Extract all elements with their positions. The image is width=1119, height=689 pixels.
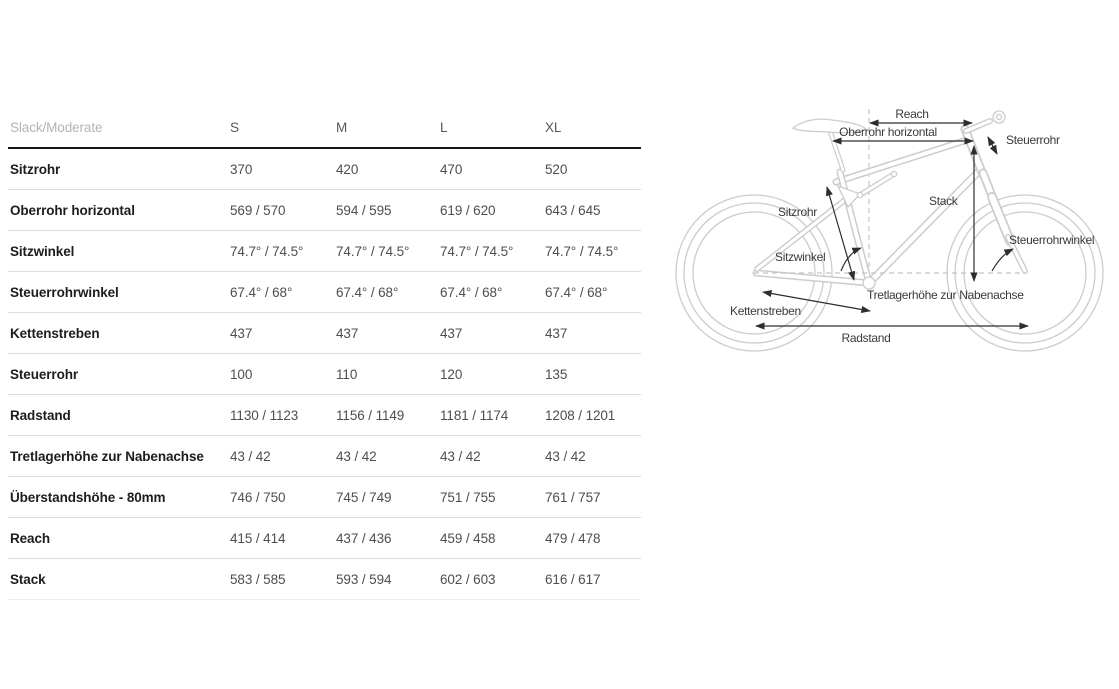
cell-m: 745 / 749 — [336, 489, 392, 505]
bike-geometry-diagram — [670, 95, 1119, 395]
column-header-l: L — [440, 120, 448, 135]
cell-m: 437 / 436 — [336, 530, 392, 546]
cell-xl: 520 — [545, 161, 568, 177]
steuerrohr-label: Steuerrohr — [1006, 133, 1060, 147]
table-row — [8, 313, 641, 354]
cell-m: 437 — [336, 325, 359, 341]
table-header-row — [8, 108, 641, 149]
cell-m: 67.4° / 68° — [336, 284, 399, 300]
cell-s: 370 — [230, 161, 253, 177]
cell-xl: 761 / 757 — [545, 489, 601, 505]
cell-s: 100 — [230, 366, 253, 382]
column-header-m: M — [336, 120, 348, 135]
cell-xl: 437 — [545, 325, 568, 341]
cell-s: 74.7° / 74.5° — [230, 243, 304, 259]
table-row — [8, 518, 641, 559]
table-row — [8, 559, 641, 600]
cell-l: 67.4° / 68° — [440, 284, 503, 300]
cell-s: 437 — [230, 325, 253, 341]
row-label: Steuerrohr — [10, 366, 79, 382]
table-row — [8, 149, 641, 190]
tretlagerhoehe-label: Tretlagerhöhe zur Nabenachse — [867, 288, 1024, 302]
cell-m: 43 / 42 — [336, 448, 377, 464]
row-label: Radstand — [10, 407, 71, 423]
cell-s: 583 / 585 — [230, 571, 286, 587]
table-row — [8, 477, 641, 518]
sitzrohr-label: Sitzrohr — [778, 205, 817, 219]
handlebar-grip-center — [997, 115, 1002, 120]
cell-m: 110 — [336, 366, 358, 382]
cell-s: 43 / 42 — [230, 448, 271, 464]
kettenstreben-label: Kettenstreben — [730, 304, 801, 318]
cell-xl: 643 / 645 — [545, 202, 601, 218]
cell-l: 1181 / 1174 — [440, 407, 509, 423]
cell-l: 120 — [440, 366, 463, 382]
row-label: Reach — [10, 530, 51, 546]
sitzwinkel-label: Sitzwinkel — [775, 250, 826, 264]
shock-pivot — [891, 171, 896, 176]
row-label: Tretlagerhöhe zur Nabenachse — [10, 448, 204, 464]
radstand-label: Radstand — [841, 331, 891, 345]
cell-l: 619 / 620 — [440, 202, 496, 218]
cell-s: 569 / 570 — [230, 202, 286, 218]
steuerrohr-arrow — [988, 137, 997, 154]
cell-s: 746 / 750 — [230, 489, 286, 505]
geometry-table — [8, 108, 641, 600]
cell-l: 74.7° / 74.5° — [440, 243, 514, 259]
cell-l: 602 / 603 — [440, 571, 496, 587]
steuerrohrwinkel-label: Steuerrohrwinkel — [1009, 233, 1095, 247]
table-row — [8, 190, 641, 231]
reach-label: Reach — [895, 107, 929, 121]
cell-xl: 479 / 478 — [545, 530, 601, 546]
cell-m: 594 / 595 — [336, 202, 392, 218]
shock-pivot — [857, 192, 862, 197]
cell-m: 593 / 594 — [336, 571, 392, 587]
cell-l: 43 / 42 — [440, 448, 481, 464]
row-label: Stack — [10, 571, 46, 587]
cell-xl: 43 / 42 — [545, 448, 586, 464]
table-row — [8, 272, 641, 313]
cell-xl: 135 — [545, 366, 568, 382]
cell-l: 437 — [440, 325, 463, 341]
row-label: Sitzwinkel — [10, 243, 75, 259]
cell-xl: 1208 / 1201 — [545, 407, 616, 423]
cell-s: 1130 / 1123 — [230, 407, 299, 423]
row-label: Oberrohr horizontal — [10, 202, 135, 218]
row-label: Sitzrohr — [10, 161, 61, 177]
table-row — [8, 354, 641, 395]
column-header-s: S — [230, 120, 239, 135]
cell-l: 751 / 755 — [440, 489, 496, 505]
measurement-annotations — [730, 107, 1094, 345]
table-title: Slack/Moderate — [10, 120, 103, 135]
cell-xl: 74.7° / 74.5° — [545, 243, 619, 259]
row-label: Überstandshöhe - 80mm — [10, 489, 166, 505]
cell-m: 1156 / 1149 — [336, 407, 405, 423]
cell-xl: 67.4° / 68° — [545, 284, 608, 300]
table-row — [8, 436, 641, 477]
stack-label: Stack — [929, 194, 958, 208]
cell-l: 470 — [440, 161, 463, 177]
row-label: Steuerrohrwinkel — [10, 284, 119, 300]
cell-xl: 616 / 617 — [545, 571, 601, 587]
cell-m: 420 — [336, 161, 359, 177]
table-row — [8, 395, 641, 436]
steuerrohrwinkel-arc — [992, 249, 1013, 271]
cell-s: 415 / 414 — [230, 530, 286, 546]
cell-s: 67.4° / 68° — [230, 284, 293, 300]
cell-l: 459 / 458 — [440, 530, 496, 546]
table-row — [8, 231, 641, 272]
oberrohr-label: Oberrohr horizontal — [839, 125, 937, 139]
row-label: Kettenstreben — [10, 325, 100, 341]
cell-m: 74.7° / 74.5° — [336, 243, 410, 259]
column-header-xl: XL — [545, 120, 562, 135]
